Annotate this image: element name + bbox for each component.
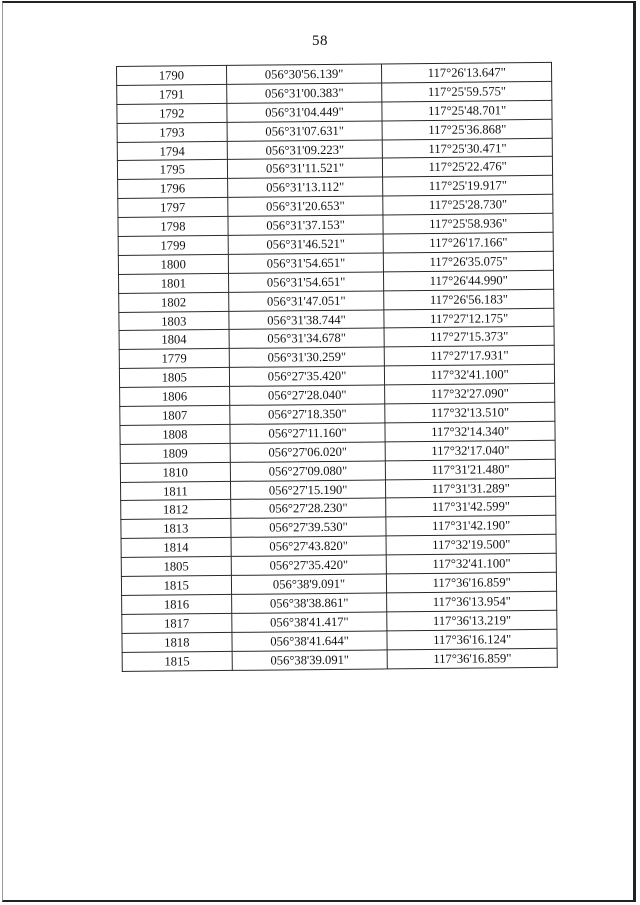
longitude-cell: 056°27'43.820"	[231, 536, 387, 556]
point-id-cell: 1790	[117, 65, 227, 85]
longitude-cell: 056°31'09.223"	[227, 140, 383, 160]
latitude-cell: 117°26'13.647"	[382, 62, 552, 83]
latitude-cell: 117°27'12.175"	[384, 308, 554, 329]
longitude-cell: 056°38'39.091"	[232, 650, 388, 670]
longitude-cell: 056°31'20.653"	[227, 196, 383, 216]
table-row	[122, 648, 557, 671]
point-id-cell: 1813	[121, 519, 231, 539]
latitude-cell: 117°36'16.124"	[387, 629, 557, 650]
longitude-cell: 056°31'46.521"	[228, 234, 384, 254]
point-id-cell: 1806	[120, 387, 230, 407]
latitude-cell: 117°32'41.100"	[387, 553, 557, 574]
longitude-cell: 056°31'13.112"	[227, 177, 383, 197]
point-id-cell: 1811	[120, 481, 230, 501]
longitude-cell: 056°31'00.383"	[226, 83, 382, 103]
page-number: 58	[312, 33, 328, 49]
latitude-cell: 117°32'17.040"	[386, 440, 556, 461]
latitude-cell: 117°25'59.575"	[382, 81, 552, 102]
point-id-cell: 1818	[122, 632, 232, 652]
coordinates-table-body	[117, 62, 558, 671]
longitude-cell: 056°31'47.051"	[228, 291, 384, 311]
coordinates-table	[116, 62, 558, 672]
latitude-cell: 117°36'13.954"	[387, 591, 557, 612]
longitude-cell: 056°31'54.651"	[228, 272, 384, 292]
longitude-cell: 056°27'15.190"	[230, 480, 386, 500]
longitude-cell: 056°27'35.420"	[231, 555, 387, 575]
latitude-cell: 117°36'16.859"	[387, 572, 557, 593]
point-id-cell: 1805	[119, 368, 229, 388]
latitude-cell: 117°25'58.936"	[383, 213, 553, 234]
longitude-cell: 056°27'06.020"	[230, 442, 386, 462]
latitude-cell: 117°32'13.510"	[385, 402, 555, 423]
point-id-cell: 1793	[117, 122, 227, 142]
latitude-cell: 117°31'42.190"	[386, 516, 556, 537]
longitude-cell: 056°38'41.417"	[231, 612, 387, 632]
point-id-cell: 1797	[118, 198, 228, 218]
latitude-cell: 117°36'16.859"	[388, 648, 558, 669]
longitude-cell: 056°31'04.449"	[227, 102, 383, 122]
longitude-cell: 056°38'41.644"	[232, 631, 388, 651]
point-id-cell: 1779	[119, 349, 229, 369]
latitude-cell: 117°32'19.500"	[386, 535, 556, 556]
longitude-cell: 056°31'38.744"	[229, 310, 385, 330]
latitude-cell: 117°25'30.471"	[383, 138, 553, 159]
longitude-cell: 056°31'54.651"	[228, 253, 384, 273]
latitude-cell: 117°36'13.219"	[387, 610, 557, 631]
longitude-cell: 056°27'35.420"	[229, 366, 385, 386]
point-id-cell: 1816	[122, 594, 232, 614]
latitude-cell: 117°26'35.075"	[384, 251, 554, 272]
longitude-cell: 056°31'07.631"	[227, 121, 383, 141]
latitude-cell: 117°31'21.480"	[386, 459, 556, 480]
latitude-cell: 117°26'44.990"	[384, 270, 554, 291]
longitude-cell: 056°38'9.091"	[231, 574, 387, 594]
longitude-cell: 056°27'28.230"	[230, 498, 386, 518]
latitude-cell: 117°25'19.917"	[383, 176, 553, 197]
latitude-cell: 117°31'42.599"	[386, 497, 556, 518]
longitude-cell: 056°31'34.678"	[229, 328, 385, 348]
point-id-cell: 1812	[121, 500, 231, 520]
longitude-cell: 056°27'11.160"	[230, 423, 386, 443]
point-id-cell: 1792	[117, 103, 227, 123]
point-id-cell: 1815	[122, 651, 232, 671]
point-id-cell: 1807	[120, 405, 230, 425]
latitude-cell: 117°25'48.701"	[382, 100, 552, 121]
longitude-cell: 056°31'30.259"	[229, 347, 385, 367]
point-id-cell: 1810	[120, 462, 230, 482]
point-id-cell: 1803	[119, 311, 229, 331]
point-id-cell: 1794	[117, 141, 227, 161]
point-id-cell: 1815	[121, 575, 231, 595]
latitude-cell: 117°26'17.166"	[384, 232, 554, 253]
point-id-cell: 1804	[119, 330, 229, 350]
latitude-cell: 117°25'22.476"	[383, 157, 553, 178]
latitude-cell: 117°27'17.931"	[385, 346, 555, 367]
point-id-cell: 1808	[120, 424, 230, 444]
point-id-cell: 1795	[117, 160, 227, 180]
longitude-cell: 056°27'18.350"	[229, 404, 385, 424]
longitude-cell: 056°30'56.139"	[226, 64, 382, 84]
longitude-cell: 056°27'09.080"	[230, 461, 386, 481]
latitude-cell: 117°32'41.100"	[385, 365, 555, 386]
point-id-cell: 1801	[118, 273, 228, 293]
longitude-cell: 056°27'28.040"	[229, 385, 385, 405]
point-id-cell: 1798	[118, 217, 228, 237]
longitude-cell: 056°31'37.153"	[228, 215, 384, 235]
latitude-cell: 117°31'31.289"	[386, 478, 556, 499]
point-id-cell: 1800	[118, 254, 228, 274]
latitude-cell: 117°26'56.183"	[384, 289, 554, 310]
point-id-cell: 1796	[118, 179, 228, 199]
longitude-cell: 056°38'38.861"	[231, 593, 387, 613]
point-id-cell: 1802	[119, 292, 229, 312]
point-id-cell: 1791	[117, 84, 227, 104]
latitude-cell: 117°25'28.730"	[383, 195, 553, 216]
point-id-cell: 1814	[121, 538, 231, 558]
point-id-cell: 1805	[121, 557, 231, 577]
point-id-cell: 1817	[122, 613, 232, 633]
longitude-cell: 056°27'39.530"	[231, 517, 387, 537]
point-id-cell: 1809	[120, 443, 230, 463]
latitude-cell: 117°32'14.340"	[385, 421, 555, 442]
latitude-cell: 117°27'15.373"	[384, 327, 554, 348]
point-id-cell: 1799	[118, 235, 228, 255]
longitude-cell: 056°31'11.521"	[227, 158, 383, 178]
latitude-cell: 117°25'36.868"	[382, 119, 552, 140]
latitude-cell: 117°32'27.090"	[385, 383, 555, 404]
